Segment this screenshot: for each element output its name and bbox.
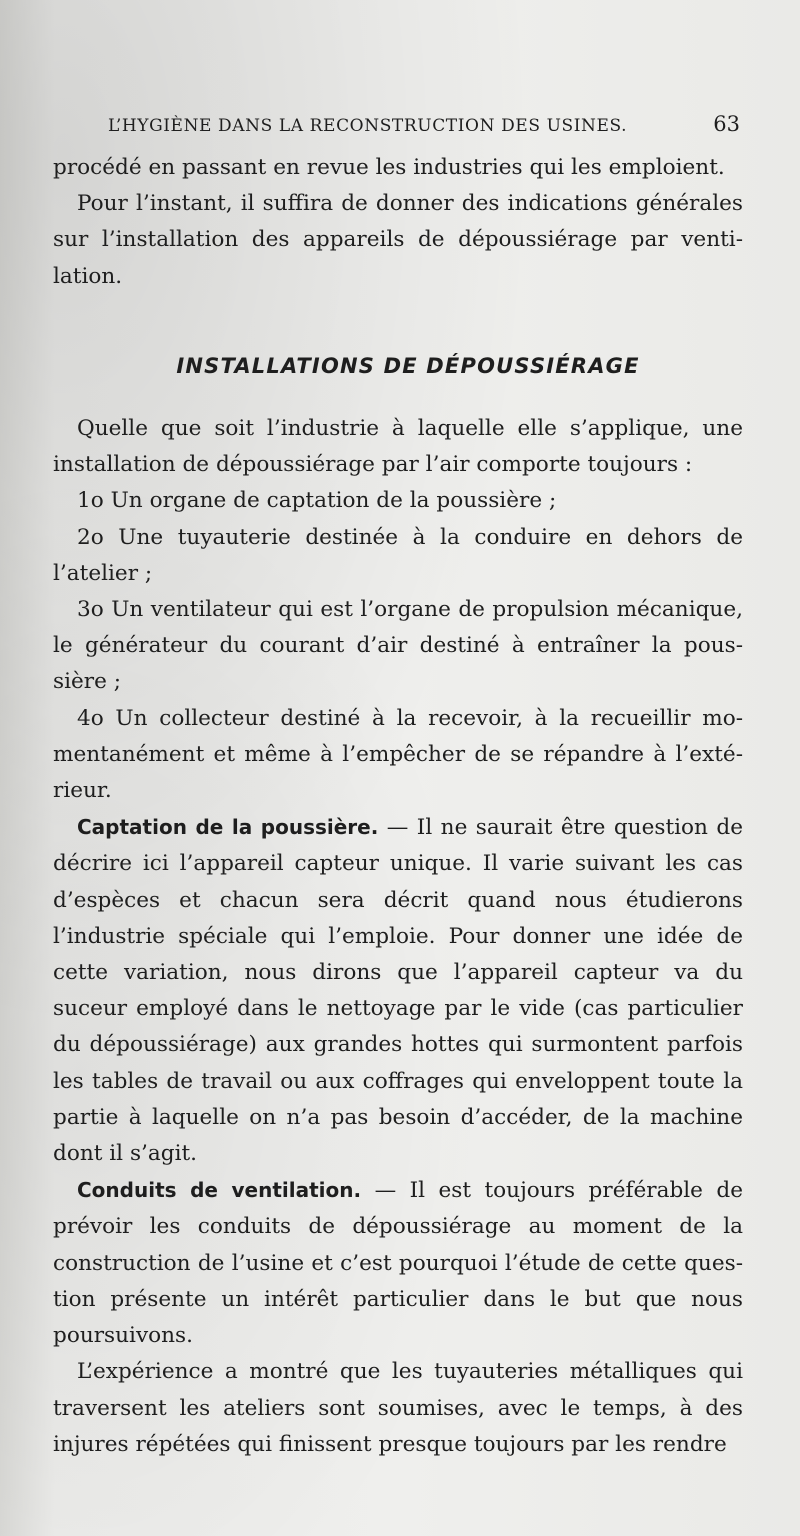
list-item-3: 3o Un ventilateur qui est l’organe de propulsion mécanique, le générateur du courant d’air destiné à entraîner la pous-sière ; [53, 597, 743, 695]
page-number: 63 [713, 112, 740, 136]
captation-body: — Il ne saurait être question de décrire ici l’appareil capteur unique. Il varie suivant les cas d’espèces et chacun sera décrit quand nous étudierons l’industrie spéciale qui l’emploie. Pour donner une idée de cette variation, nous dirons que l’appareil capteur va du suceur employé dans le nettoyage par le vide (cas particulier du dépoussiérage) aux grandes hottes qui surmontent parfois les tables de travail ou aux coffrages qui enveloppent toute la partie à laquelle on n’a pas besoin d’accéder, de la machine dont il s’agit. [53, 815, 743, 1167]
list-item-2: 2o Une tuyauterie destinée à la conduire en dehors de l’atelier ; [53, 524, 743, 586]
list-item-1: 1o Un organe de captation de la poussière ; [77, 488, 557, 514]
paragraph-experience: L’expérience a montré que les tuyauteries métalliques qui traversent les ateliers sont soumises, avec le temps, à des injures répétées qui finissent presque toujours par les rendre [53, 1359, 743, 1457]
paragraph-captation [53, 809, 743, 1172]
paragraph-components: Quelle que soit l’industrie à laquelle elle s’applique, une installation de dépoussiérage par l’air comporte toujours : [53, 416, 743, 478]
running-head [108, 112, 740, 136]
section-heading: INSTALLATIONS DE DÉPOUSSIÉRAGE [176, 353, 640, 378]
paragraph-continuation: procédé en passant en revue les industries qui les emploient. [53, 155, 725, 180]
conduits-body: — Il est toujours préférable de prévoir les conduits de dépoussiérage au moment de la construction de l’usine et c’est pourquoi l’étude de cette ques-tion présente un intérêt particulier dans le but que nous poursuivons. [53, 1178, 743, 1349]
body-text [53, 150, 743, 1463]
list-item-4: 4o Un collecteur destiné à la recevoir, à la recueillir mo-mentanément et même à l’empêcher de se répandre à l’exté-rieur. [53, 705, 743, 804]
running-title: L’HYGIÈNE DANS LA RECONSTRUCTION DES USINES. [108, 116, 628, 136]
paragraph-conduits [53, 1172, 743, 1354]
captation-lead: Captation de la poussière. [77, 815, 379, 840]
conduits-lead: Conduits de ventilation. [77, 1178, 362, 1203]
paragraph-intro: Pour l’instant, il suffira de donner des indications générales sur l’installation des appareils de dépoussiérage par venti-lation. [53, 191, 743, 289]
